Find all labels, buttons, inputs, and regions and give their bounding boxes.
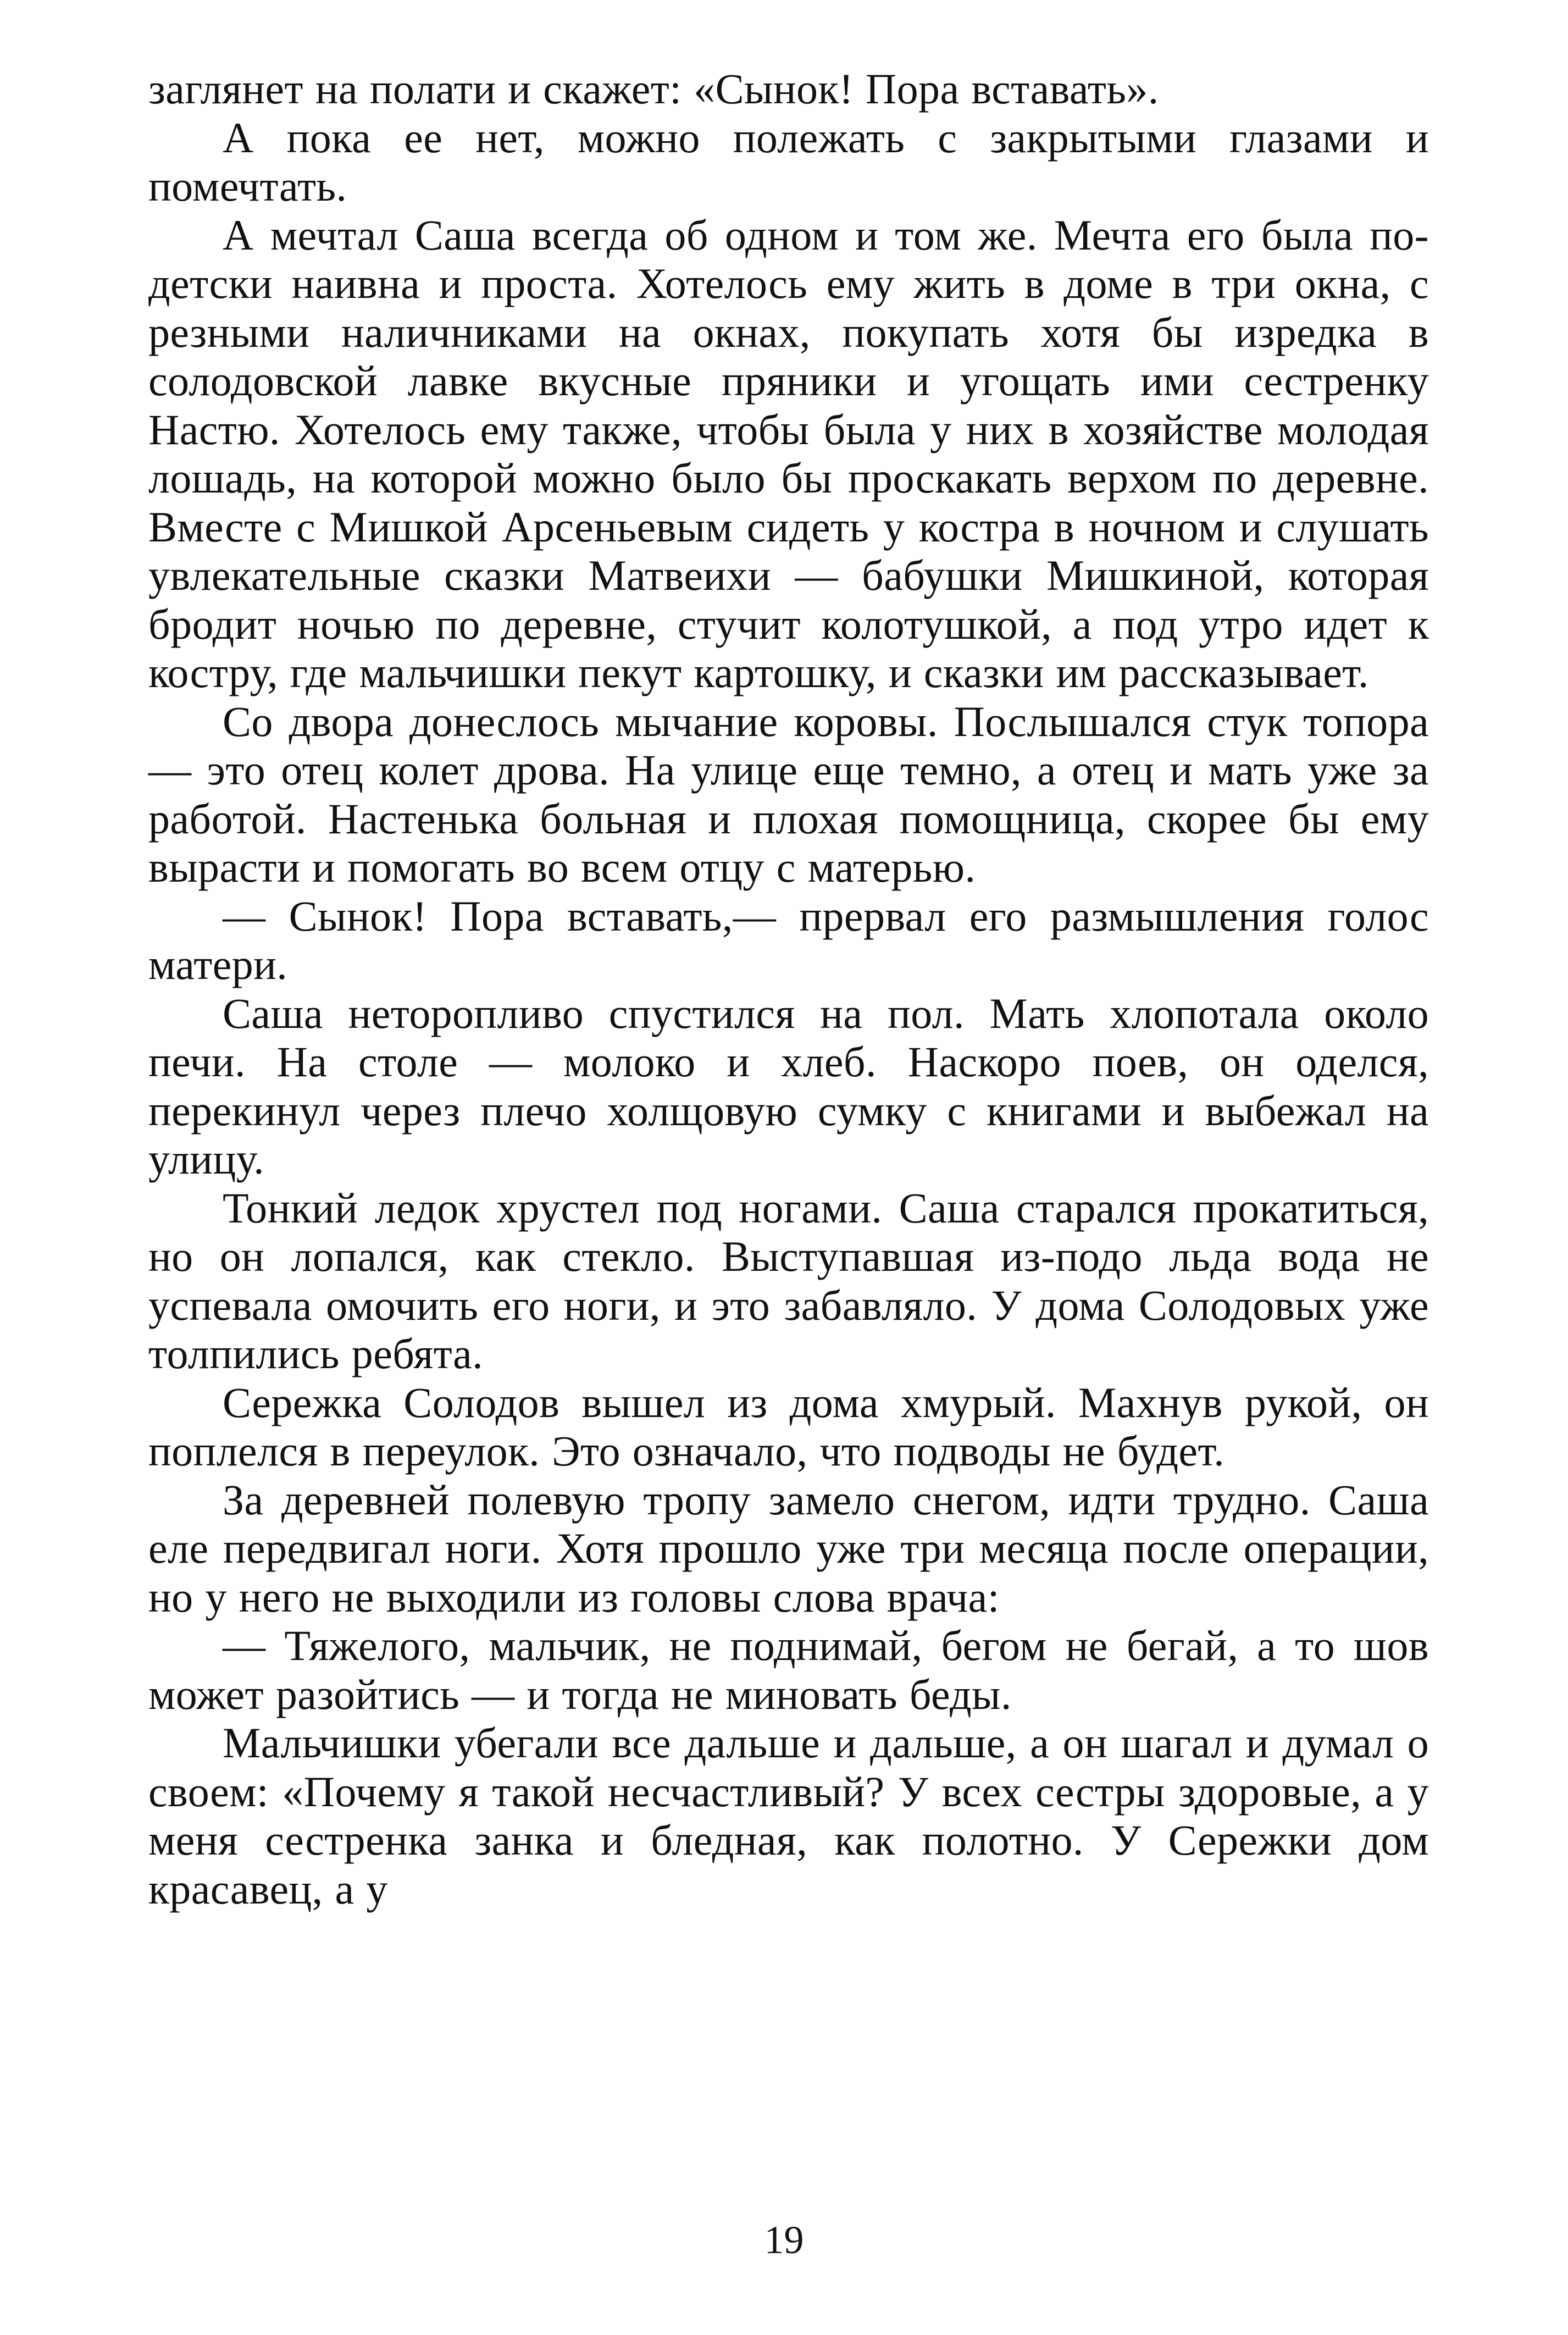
paragraph: А пока ее нет, можно полежать с закрытыми глазами и помечтать. — [148, 113, 1429, 210]
paragraph-continuation: заглянет на полати и скажет: «Сынок! Пора вставать». — [148, 65, 1159, 113]
paragraph: Саша неторопливо спустился на пол. Мать хлопотала около печи. На столе — молоко и хлеб. Наскоро поев, он оделся, перекинул через плечо холщовую сумку с книгами и выбежал на улицу. — [148, 989, 1429, 1183]
body-text — [148, 65, 1429, 1913]
page-number: 19 — [764, 2218, 804, 2262]
paragraph: А мечтал Саша всегда об одном и том же. Мечта его была по-детски наивна и проста. Хотелось ему жить в доме в три окна, с резными наличниками на окнах, покупать хотя бы изредка в солодовской лавке вкусные пряники и угощать ими сестренку Настю. Хотелось ему также, чтобы была у них в хозяйстве молодая лошадь, на которой можно было бы проскакать верхом по деревне. Вместе с Мишкой Арсеньевым сидеть у костра в ночном и слушать увлекательные сказки Матвеихи — бабушки Мишкиной, которая бродит ночью по деревне, стучит колотушкой, а под утро идет к костру, где мальчишки пекут картошку, и сказки им рассказывает. — [148, 211, 1429, 696]
paragraph-dialogue: — Тяжелого, мальчик, не поднимай, бегом не бегай, а то шов может разойтись — и тогда не миновать беды. — [148, 1622, 1429, 1718]
paragraph: Тонкий ледок хрустел под ногами. Саша старался прокатиться, но он лопался, как стекло. Выступавшая из-подо льда вода не успевала омочить его ноги, и это забавляло. У дома Солодовых уже толпились ребята. — [148, 1183, 1429, 1377]
paragraph: Сережка Солодов вышел из дома хмурый. Махнув рукой, он поплелся в переулок. Это означало, что подводы не будет. — [148, 1378, 1429, 1475]
paragraph-dialogue: — Сынок! Пора вставать,— прервал его размышления голос матери. — [148, 892, 1429, 988]
paragraph: Мальчишки убегали все дальше и дальше, а он шагал и думал о своем: «Почему я такой несчастливый? У всех сестры здоровые, а у меня сестренка занка и бледная, как полотно. У Сережки дом красавец, а у — [148, 1719, 1429, 1913]
paragraph: Со двора донеслось мычание коровы. Послышался стук топора — это отец колет дрова. На улице еще темно, а отец и мать уже за работой. Настенька больная и плохая помощница, скорее бы ему вырасти и помогать во всем отцу с матерью. — [148, 697, 1429, 891]
paragraph: За деревней полевую тропу замело снегом, идти трудно. Саша еле передвигал ноги. Хотя прошло уже три месяца после операции, но у него не выходили из головы слова врача: — [148, 1475, 1429, 1621]
